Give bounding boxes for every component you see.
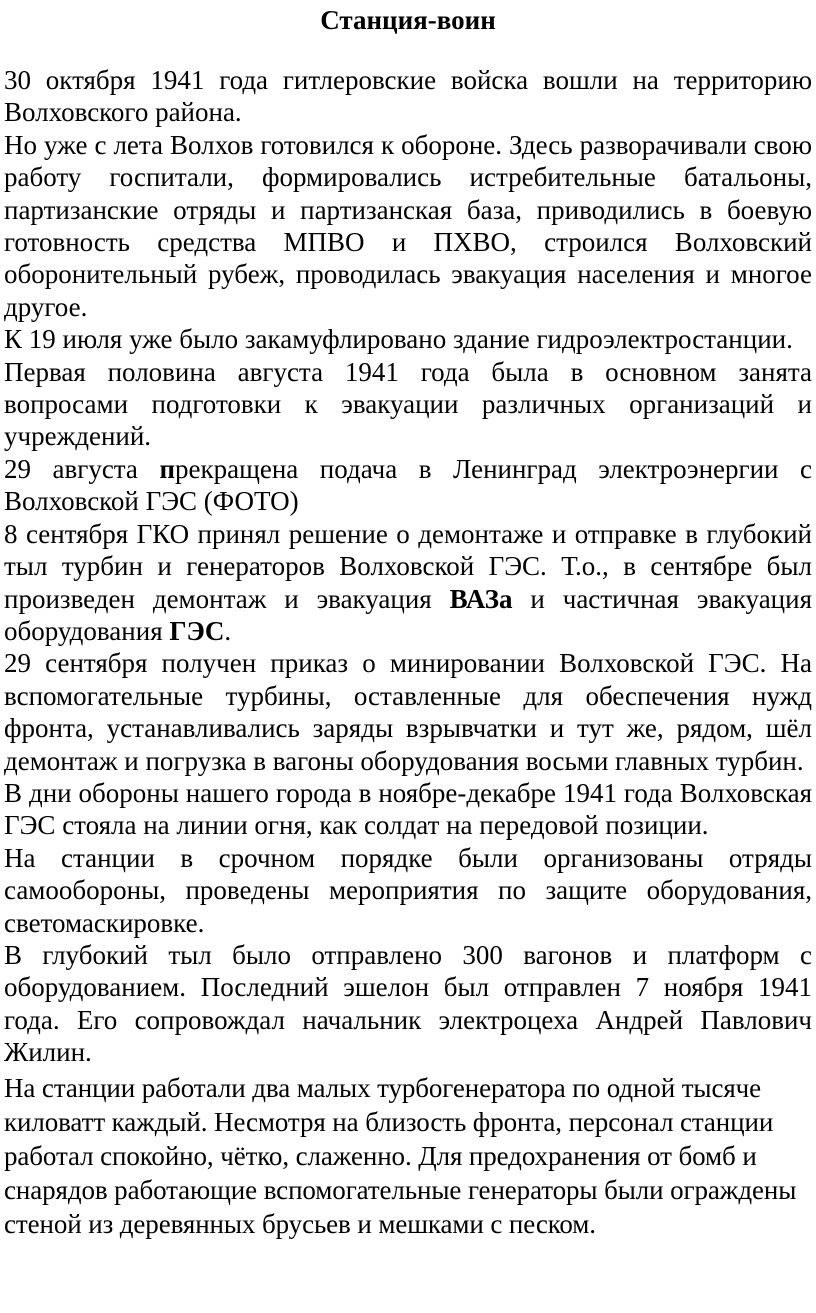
page-title: Станция-воин — [320, 5, 496, 35]
paragraph-6-text: 8 сентября ГКО принял решение о демонтаже и отправке в глубокий тыл турбин и генераторов Волховской ГЭС. Т.о., в сентябре был произведен демонтаж и эвакуация — [4, 518, 812, 614]
paragraph-5-text: рекращена подача в Ленинград электроэнергии с Волховской ГЭС (ФОТО) — [4, 453, 812, 517]
paragraph-10: В глубокий тыл было отправлено 300 вагонов и платформ с оборудованием. Последний эшелон был отправлен 7 ноября 1941 года. Его сопровождал начальник электроцеха Андрей Павлович Жилин. — [4, 939, 812, 1068]
paragraph-8: В дни обороны нашего города в ноябре-декабре 1941 года Волховская ГЭС стояла на линии огня, как солдат на передовой позиции. — [4, 777, 812, 841]
paragraph-7: 29 сентября получен приказ о минировании Волховской ГЭС. На вспомогательные турбины, оставленные для обеспечения нужд фронта, устанавливались заряды взрывчатки и тут же, рядом, шёл демонтаж и погрузка в вагоны оборудования восьми главных турбин. — [4, 648, 812, 776]
paragraph-1: 30 октября 1941 года гитлеровские войска вошли на территорию Волховского района. — [4, 65, 812, 128]
paragraph-4: Первая половина августа 1941 года была в основном занята вопросами подготовки к эвакуации различных организаций и учреждений. — [4, 356, 812, 452]
paragraph-6-bold-vaz: ВАЗа — [449, 583, 513, 614]
paragraph-5-bold-letter: п — [159, 453, 175, 484]
paragraph-6-bold-ges: ГЭС — [169, 615, 225, 646]
paragraph-5 — [4, 453, 812, 518]
paragraph-11: На станции работали два малых турбогенератора по одной тысяче киловатт каждый. Несмотря на близость фронта, персонал станции работал спокойно, чётко, слаженно. Для предохранения от бомб и снарядов работающие вспомогательные генераторы были ограждены стеной из деревянных брусьев и мешками с песком. — [4, 1072, 797, 1239]
paragraph-6-text-2: и частичная эвакуация оборудования — [4, 583, 812, 646]
paragraph-6-period: . — [224, 615, 232, 646]
paragraph-9: На станции в срочном порядке были организованы отряды самообороны, проведены мероприятия по защите оборудования, светомаскировке. — [4, 842, 812, 938]
document-body — [4, 64, 812, 1241]
paragraph-2: Но уже с лета Волхов готовился к обороне. Здесь разворачивали свою работу госпитали, формировались истребительные батальоны, партизанские отряды и партизанская база, приводились в боевую готовность средства МПВО и ПХВО, строился Волховский оборонительный рубеж, проводилась эвакуация населения и многое другое. — [4, 129, 812, 322]
paragraph-3: К 19 июля уже было закамуфлировано здание гидроэлектростанции. — [4, 324, 793, 355]
paragraph-5-date: 29 августа — [4, 453, 160, 484]
paragraph-6 — [4, 518, 812, 648]
